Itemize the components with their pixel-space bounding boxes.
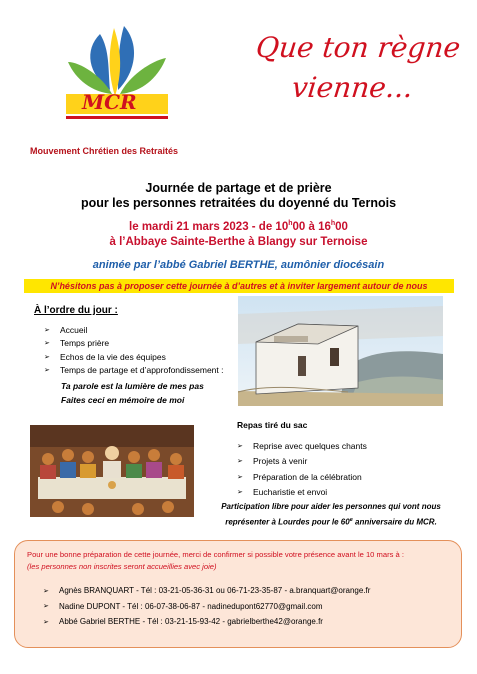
arrow-bullet-icon: ➢ bbox=[237, 442, 243, 450]
arrow-bullet-icon: ➢ bbox=[44, 353, 50, 361]
last-supper-illustration bbox=[30, 425, 194, 517]
afternoon-item: ➢ Préparation de la célébration bbox=[237, 471, 362, 482]
slogan bbox=[228, 28, 466, 108]
event-place: à l’Abbaye Sainte-Berthe à Blangy sur Ternoise bbox=[109, 236, 368, 248]
mcr-logo bbox=[62, 22, 172, 142]
confirmation-box bbox=[14, 540, 462, 648]
event-animator: animée par l’abbé Gabriel BERTHE, aumônier diocésain bbox=[92, 259, 385, 271]
meal-title: Repas tiré du sac bbox=[237, 420, 308, 430]
contact-item: ➢ Nadine DUPONT - Tél : 06-07-38-06-87 - nadinedupont62770@gmail.com bbox=[43, 601, 323, 611]
arrow-bullet-icon: ➢ bbox=[237, 489, 243, 497]
slogan-line-2: vienne... bbox=[290, 71, 415, 104]
arrow-bullet-icon: ➢ bbox=[44, 367, 50, 375]
arrow-bullet-icon: ➢ bbox=[237, 458, 243, 466]
contact-list bbox=[43, 583, 370, 630]
agenda-item: ➢ Temps prière bbox=[44, 338, 110, 349]
agenda-list bbox=[44, 323, 224, 377]
agenda-item: ➢ Accueil bbox=[44, 324, 88, 335]
confirmation-text: Pour une bonne préparation de cette journée, merci de confirmer si possible votre présence avant le 10 mars à : bbox=[27, 550, 404, 559]
afternoon-item: ➢ Eucharistie et envoi bbox=[237, 487, 328, 498]
event-title-line-2: pour les personnes retraitées du doyenné du Ternois bbox=[80, 196, 397, 210]
arrow-bullet-icon: ➢ bbox=[44, 340, 50, 348]
arrow-bullet-icon: ➢ bbox=[43, 618, 49, 626]
agenda-title: À l’ordre du jour : bbox=[34, 305, 118, 316]
arrow-bullet-icon: ➢ bbox=[44, 326, 50, 334]
slogan-line-1: Que ton règne bbox=[254, 31, 462, 64]
agenda-quote: Faites ceci en mémoire de moi bbox=[61, 395, 185, 405]
afternoon-list bbox=[237, 438, 367, 500]
contact-item: ➢ Agnès BRANQUART - Tél : 03-21-05-36-31 ou 06-71-23-35-87 - a.branquart@orange.fr bbox=[43, 586, 371, 596]
afternoon-item: ➢ Reprise avec quelques chants bbox=[237, 440, 367, 451]
logo-text: MCR bbox=[82, 90, 137, 114]
arrow-bullet-icon: ➢ bbox=[43, 603, 49, 611]
arrow-bullet-icon: ➢ bbox=[237, 473, 243, 481]
afternoon-item: ➢ Projets à venir bbox=[237, 456, 308, 467]
confirmation-note: (les personnes non inscrites seront accueillies avec joie) bbox=[27, 562, 217, 571]
invitation-banner: N’hésitons pas à proposer cette journée à d’autres et à inviter largement autour de nous bbox=[24, 279, 454, 293]
arrow-bullet-icon: ➢ bbox=[43, 587, 49, 595]
agenda-quote: Ta parole est la lumière de mes pas bbox=[61, 381, 204, 391]
abbey-illustration bbox=[238, 296, 443, 406]
participation-note: Participation libre pour aider les personnes qui vont nous représenter à Lourdes pour le 60e anniversaire du MCR. bbox=[221, 502, 441, 527]
agenda-item: ➢ Echos de la vie des équipes bbox=[44, 351, 166, 362]
contact-item: ➢ Abbé Gabriel BERTHE - Tél : 03-21-15-93-42 - gabrielberthe42@orange.fr bbox=[43, 617, 323, 627]
organization-name: Mouvement Chrétien des Retraités bbox=[30, 146, 179, 156]
agenda-item: ➢ Temps de partage et d’approfondissement : bbox=[44, 365, 224, 376]
event-title-line-1: Journée de partage et de prière bbox=[145, 181, 332, 195]
event-date: le mardi 21 mars 2023 - de 10$^h$00 à 16$^h$00 bbox=[129, 220, 348, 233]
